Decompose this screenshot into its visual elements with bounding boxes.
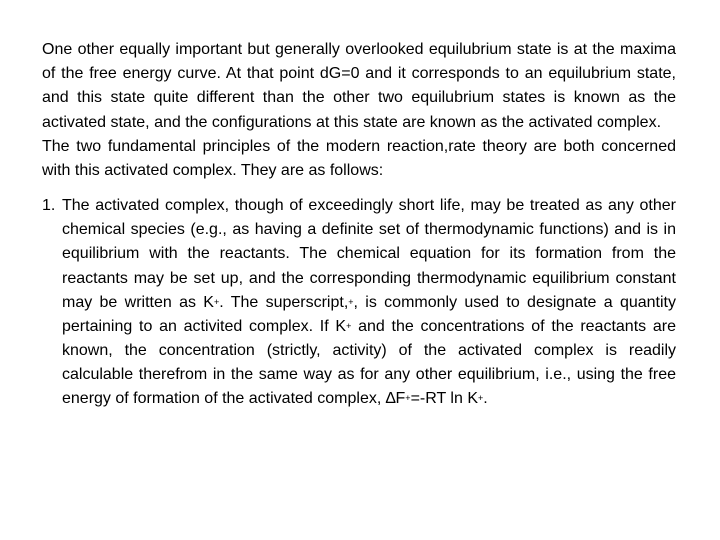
superscript-plus: + <box>346 320 352 331</box>
superscript-plus: + <box>405 392 411 403</box>
paragraph-equilibrium-state: One other equally important but generally overlooked equilubrium state is at the maxima of the free energy curve. At that point dG=0 and it corresponds to an equilubrium state, and this state quite different than the other two equilubrium states is known as the activated state, and the configurations at this state are known as the activated complex. <box>42 41 676 131</box>
list-marker: 1. <box>42 197 56 215</box>
list-item <box>42 194 676 411</box>
superscript-plus: + <box>213 296 220 307</box>
list-item-text <box>62 194 676 411</box>
paragraph-reaction-rate-theory: The two fundamental principles of the modern reaction,rate theory are both concerned with this activated complex. They are as follows: <box>42 137 676 180</box>
text-segment: . The superscript, <box>219 293 349 311</box>
superscript-plus: + <box>348 296 354 307</box>
text-segment: The activated complex, though of exceedingly short life, may be treated as any other chemical species (e.g., as having a definite set of thermodynamic functions) and is in equilibrium with the reactants. The chemical equation for its formation from the reactants may be set up, and the corresponding thermodynamic equilibrium constant may be written as K <box>62 197 676 311</box>
text-segment: , is commonly used to designate a quantity pertaining to an activited complex. If K <box>62 293 677 335</box>
text-segment: . <box>483 389 488 407</box>
document-page <box>42 38 676 411</box>
text-segment: and the concentrations of the reactants are known, the concentration (strictly, activity) of the activated complex is readily calculable therefrom in the same way as for any other equilibrium, i.e., using the free energy of formation of the activated complex, ∆F <box>62 317 677 407</box>
text-segment: =‑RT ln K <box>410 389 478 407</box>
principles-list <box>42 194 676 411</box>
superscript-plus: + <box>478 392 484 403</box>
